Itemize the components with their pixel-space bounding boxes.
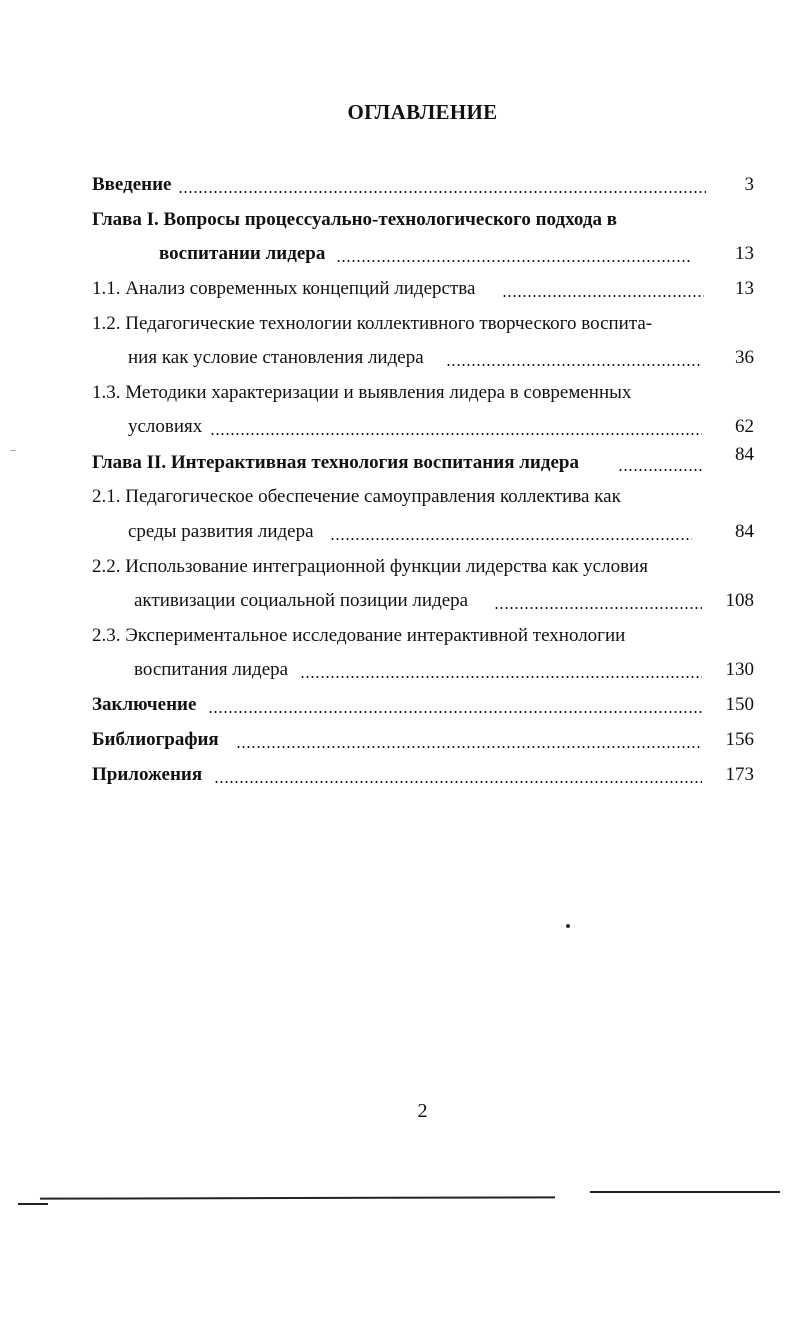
toc-page-number: 173: [725, 764, 754, 785]
toc-entry-chapter-2[interactable]: [92, 444, 754, 482]
dot-leader: [236, 743, 702, 751]
toc-page-number: 150: [725, 694, 754, 715]
dot-leader: [336, 257, 692, 265]
dot-leader: [300, 673, 702, 681]
toc-entry-chapter-1-cont[interactable]: [92, 239, 754, 273]
toc-page-number: 62: [735, 416, 754, 437]
toc-entry-2-1[interactable]: [92, 482, 754, 516]
toc-entry-1-1[interactable]: [92, 274, 754, 308]
toc-entry-text: активизации социальной позиции лидера: [134, 586, 472, 616]
toc-entry-text: 1.3. Методики характеризации и выявления лидера в современных: [92, 378, 635, 408]
dot-leader: [208, 708, 702, 716]
scan-line-artifact: [590, 1191, 780, 1193]
toc-page-number: 84: [735, 444, 754, 465]
toc-entry-text: 1.2. Педагогические технологии коллективного творческого воспита-: [92, 309, 656, 339]
toc-page-number: 156: [725, 729, 754, 750]
toc-entry-1-2[interactable]: [92, 309, 754, 343]
toc-entry-1-3[interactable]: [92, 378, 754, 412]
toc-entry-text: воспитания лидера: [134, 655, 292, 685]
toc-entry-2-2[interactable]: [92, 552, 754, 586]
scan-speck: [10, 450, 16, 451]
toc-entry-text: 1.1. Анализ современных концепций лидерства: [92, 274, 479, 304]
toc-page-number: 36: [735, 347, 754, 368]
toc-entry-text: Глава II. Интерактивная технология воспитания лидера: [92, 448, 583, 478]
toc-entry-bibliography[interactable]: [92, 725, 754, 759]
toc-entry-text: Глава I. Вопросы процессуально-технологического подхода в: [92, 205, 621, 235]
toc-page-number: 84: [735, 521, 754, 542]
toc-entry-conclusion[interactable]: [92, 690, 754, 724]
dot-leader: [502, 292, 704, 300]
toc-entry-text: 2.2. Использование интеграционной функции лидерства как условия: [92, 552, 652, 582]
toc-entry-text: Заключение: [92, 690, 200, 720]
dot-leader: [214, 778, 702, 786]
toc-entry-2-3-cont[interactable]: [92, 655, 754, 689]
toc-entry-introduction[interactable]: [92, 170, 754, 204]
toc-entry-text: воспитании лидера: [159, 239, 329, 269]
dot-leader: [210, 430, 702, 438]
toc-entry-text: Библиография: [92, 725, 223, 755]
toc-page-number: 130: [725, 659, 754, 680]
toc-page-number: 3: [744, 174, 754, 195]
toc-entry-1-3-cont[interactable]: [92, 412, 754, 446]
page-title: ОГЛАВЛЕНИЕ: [347, 100, 498, 124]
toc-entry-text: условиях: [128, 412, 206, 442]
dot-leader: [330, 535, 692, 543]
dot-leader: [494, 604, 702, 612]
toc-page-number: 13: [735, 278, 754, 299]
toc-entry-2-3[interactable]: [92, 621, 754, 655]
toc-entry-text: 2.3. Экспериментальное исследование интерактивной технологии: [92, 621, 629, 651]
toc-entry-text: 2.1. Педагогическое обеспечение самоуправления коллектива как: [92, 482, 625, 512]
dot-leader: [618, 466, 704, 474]
toc-page-number: 13: [735, 243, 754, 264]
toc-entry-2-1-cont[interactable]: [92, 517, 754, 551]
toc-entry-chapter-1[interactable]: [92, 205, 754, 239]
toc-entry-2-2-cont[interactable]: [92, 586, 754, 620]
toc-entry-text: Приложения: [92, 760, 206, 790]
toc-entry-text: ния как условие становления лидера: [128, 343, 428, 373]
dot-leader: [178, 188, 706, 196]
toc-page-number: 108: [725, 590, 754, 611]
scan-line-artifact: [40, 1196, 555, 1199]
toc-entry-text: Введение: [92, 170, 176, 200]
toc-entry-1-2-cont[interactable]: [92, 343, 754, 377]
dot-leader: [446, 361, 702, 369]
page-number: 2: [417, 1100, 428, 1122]
toc-entry-text: среды развития лидера: [128, 517, 318, 547]
scan-speck: [566, 924, 570, 928]
scan-line-artifact: [18, 1203, 48, 1205]
toc-entry-appendices[interactable]: [92, 760, 754, 794]
